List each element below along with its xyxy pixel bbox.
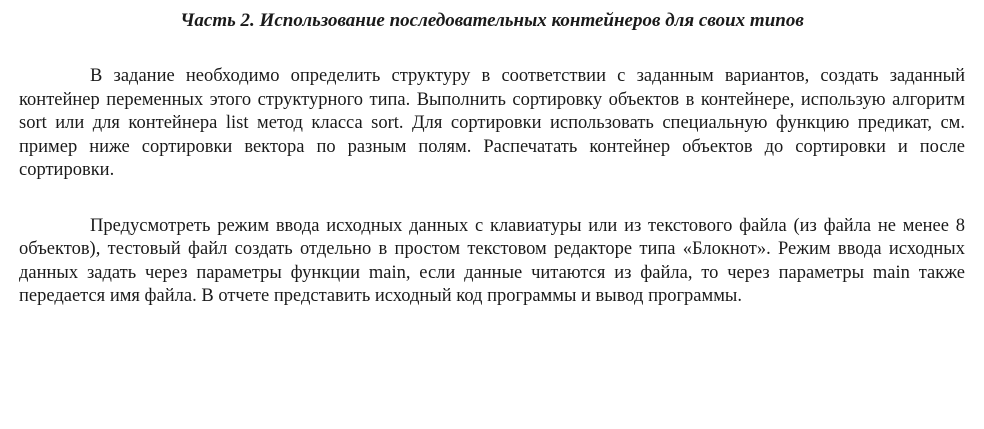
document-page — [19, 0, 965, 309]
paragraph-input-mode: Предусмотреть режим ввода исходных данных с клавиатуры или из текстового файла (из файла не менее 8 объектов), тестовый файл создать отдельно в простом текстовом редакторе типа «Блокнот». Режим ввода исходных данных задать через параметры функции main, если данные читаются из файла, то через параметры main также передается имя файла. В отчете представить исходный код программы и вывод программы. — [19, 215, 965, 306]
section-heading: Часть 2. Использование последовательных контейнеров для своих типов — [180, 10, 804, 31]
paragraph-task-description: В задание необходимо определить структуру в соответствии с заданным вариантов, создать заданный контейнер переменных этого структурного типа. Выполнить сортировку объектов в контейнере, использую алгоритм sort или для контейнера list метод класса sort. Для сортировки использовать специальную функцию предикат, см. пример ниже сортировки вектора по разным полям. Распечатать контейнер объектов до сортировки и после сортировки. — [19, 66, 965, 180]
